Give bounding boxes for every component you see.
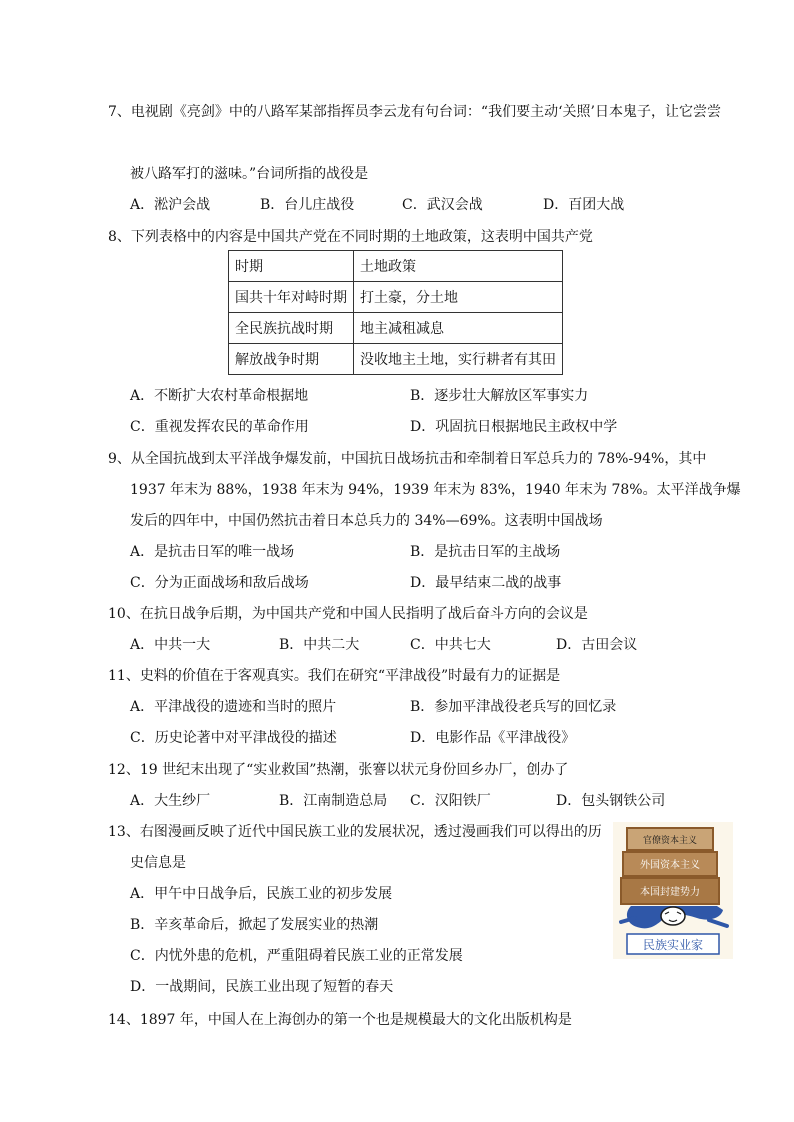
table-cell: 没收地主土地，实行耕者有其田 xyxy=(354,344,563,375)
q9-option-d[interactable]: D．最早结束二战的战事 xyxy=(410,575,562,591)
q10-option-c[interactable]: C．中共七大 xyxy=(410,637,491,653)
q7-option-b[interactable]: B．台儿庄战役 xyxy=(260,197,355,213)
table-row xyxy=(229,313,563,344)
q9-line-3: 发后的四年中，中国仍然抗击着日本总兵力的 34%—69%。这表明中国战场 xyxy=(130,513,603,529)
table-cell: 时期 xyxy=(229,251,354,282)
q13-line-2: 史信息是 xyxy=(130,855,186,871)
q10-option-a[interactable]: A．中共一大 xyxy=(130,637,211,653)
q13-option-c[interactable]: C．内忧外患的危机，严重阻碍着民族工业的正常发展 xyxy=(130,948,463,964)
q12-option-c[interactable]: C．汉阳铁厂 xyxy=(410,793,491,809)
cartoon-drawing xyxy=(613,822,733,959)
q12-line-1: 12、19 世纪末出现了“实业救国”热潮，张謇以状元身份回乡办厂，创办了 xyxy=(108,762,569,778)
q13-option-d[interactable]: D．一战期间，民族工业出现了短暂的春天 xyxy=(130,979,394,995)
table-cell: 土地政策 xyxy=(354,251,563,282)
cartoon-box-label-3: 本国封建势力 xyxy=(640,887,700,898)
industry-cartoon xyxy=(613,822,733,959)
table-row xyxy=(229,251,563,282)
q7-option-a[interactable]: A．淞沪会战 xyxy=(130,197,211,213)
q11-option-c[interactable]: C．历史论著中对平津战役的描述 xyxy=(130,730,337,746)
q11-line-1: 11、史料的价值在于客观真实。我们在研究“平津战役”时最有力的证据是 xyxy=(108,668,561,684)
table-cell: 国共十年对峙时期 xyxy=(229,282,354,313)
q8-line-1: 8、下列表格中的内容是中国共产党在不同时期的土地政策，这表明中国共产党 xyxy=(108,229,593,245)
table-cell: 地主减租减息 xyxy=(354,313,563,344)
q9-option-a[interactable]: A．是抗击日军的唯一战场 xyxy=(130,544,295,560)
table-row xyxy=(229,344,563,375)
q11-option-a[interactable]: A．平津战役的遗迹和当时的照片 xyxy=(130,699,337,715)
q12-option-a[interactable]: A．大生纱厂 xyxy=(130,793,211,809)
q7-line-2: 被八路军打的滋味。”台词所指的战役是 xyxy=(130,166,369,182)
q9-option-c[interactable]: C．分为正面战场和敌后战场 xyxy=(130,575,309,591)
q7-option-c[interactable]: C．武汉会战 xyxy=(402,197,483,213)
cartoon-figure-head xyxy=(661,907,685,925)
q11-option-b[interactable]: B．参加平津战役老兵写的回忆录 xyxy=(410,699,617,715)
q13-option-a[interactable]: A．甲午中日战争后，民族工业的初步发展 xyxy=(130,886,393,902)
q13-option-b[interactable]: B．辛亥革命后，掀起了发展实业的热潮 xyxy=(130,917,379,933)
q9-line-2: 1937 年末为 88%，1938 年末为 94%，1939 年末为 83%，1940 年末为 78%。太平洋战争爆 xyxy=(130,482,741,498)
cartoon-box-label-1: 官僚资本主义 xyxy=(642,836,698,846)
q8-option-d[interactable]: D．巩固抗日根据地民主政权中学 xyxy=(410,419,618,435)
table-cell: 解放战争时期 xyxy=(229,344,354,375)
q8-option-a[interactable]: A．不断扩大农村革命根据地 xyxy=(130,388,309,404)
table-row xyxy=(229,282,563,313)
q10-line-1: 10、在抗日战争后期，为中国共产党和中国人民指明了战后奋斗方向的会议是 xyxy=(108,606,588,622)
q14-line-1: 14、1897 年，中国人在上海创办的第一个也是规模最大的文化出版机构是 xyxy=(108,1012,572,1028)
q9-option-b[interactable]: B．是抗击日军的主战场 xyxy=(410,544,561,560)
land-policy-table xyxy=(228,250,563,375)
q9-line-1: 9、从全国抗战到太平洋战争爆发前，中国抗日战场抗击和牵制着日军总兵力的 78%-94%，其中 xyxy=(108,451,707,467)
table-cell: 全民族抗战时期 xyxy=(229,313,354,344)
q12-option-d[interactable]: D．包头钢铁公司 xyxy=(556,793,666,809)
cartoon-box-label-2: 外国资本主义 xyxy=(640,860,700,871)
q7-option-d[interactable]: D．百团大战 xyxy=(543,197,625,213)
q10-option-b[interactable]: B．中共二大 xyxy=(279,637,360,653)
q13-line-1: 13、右图漫画反映了近代中国民族工业的发展状况，透过漫画我们可以得出的历 xyxy=(108,824,602,840)
q11-option-d[interactable]: D．电影作品《平津战役》 xyxy=(410,730,576,746)
q8-option-b[interactable]: B．逐步壮大解放区军事实力 xyxy=(410,388,589,404)
q7-line-1: 7、电视剧《亮剑》中的八路军某部指挥员李云龙有句台词：“我们要主动‘关照’日本鬼子，让它尝尝 xyxy=(108,104,721,120)
cartoon-caption: 民族实业家 xyxy=(642,938,704,952)
table-cell: 打土豪，分土地 xyxy=(354,282,563,313)
q12-option-b[interactable]: B．江南制造总局 xyxy=(279,793,388,809)
q8-option-c[interactable]: C．重视发挥农民的革命作用 xyxy=(130,419,309,435)
q10-option-d[interactable]: D．古田会议 xyxy=(556,637,638,653)
